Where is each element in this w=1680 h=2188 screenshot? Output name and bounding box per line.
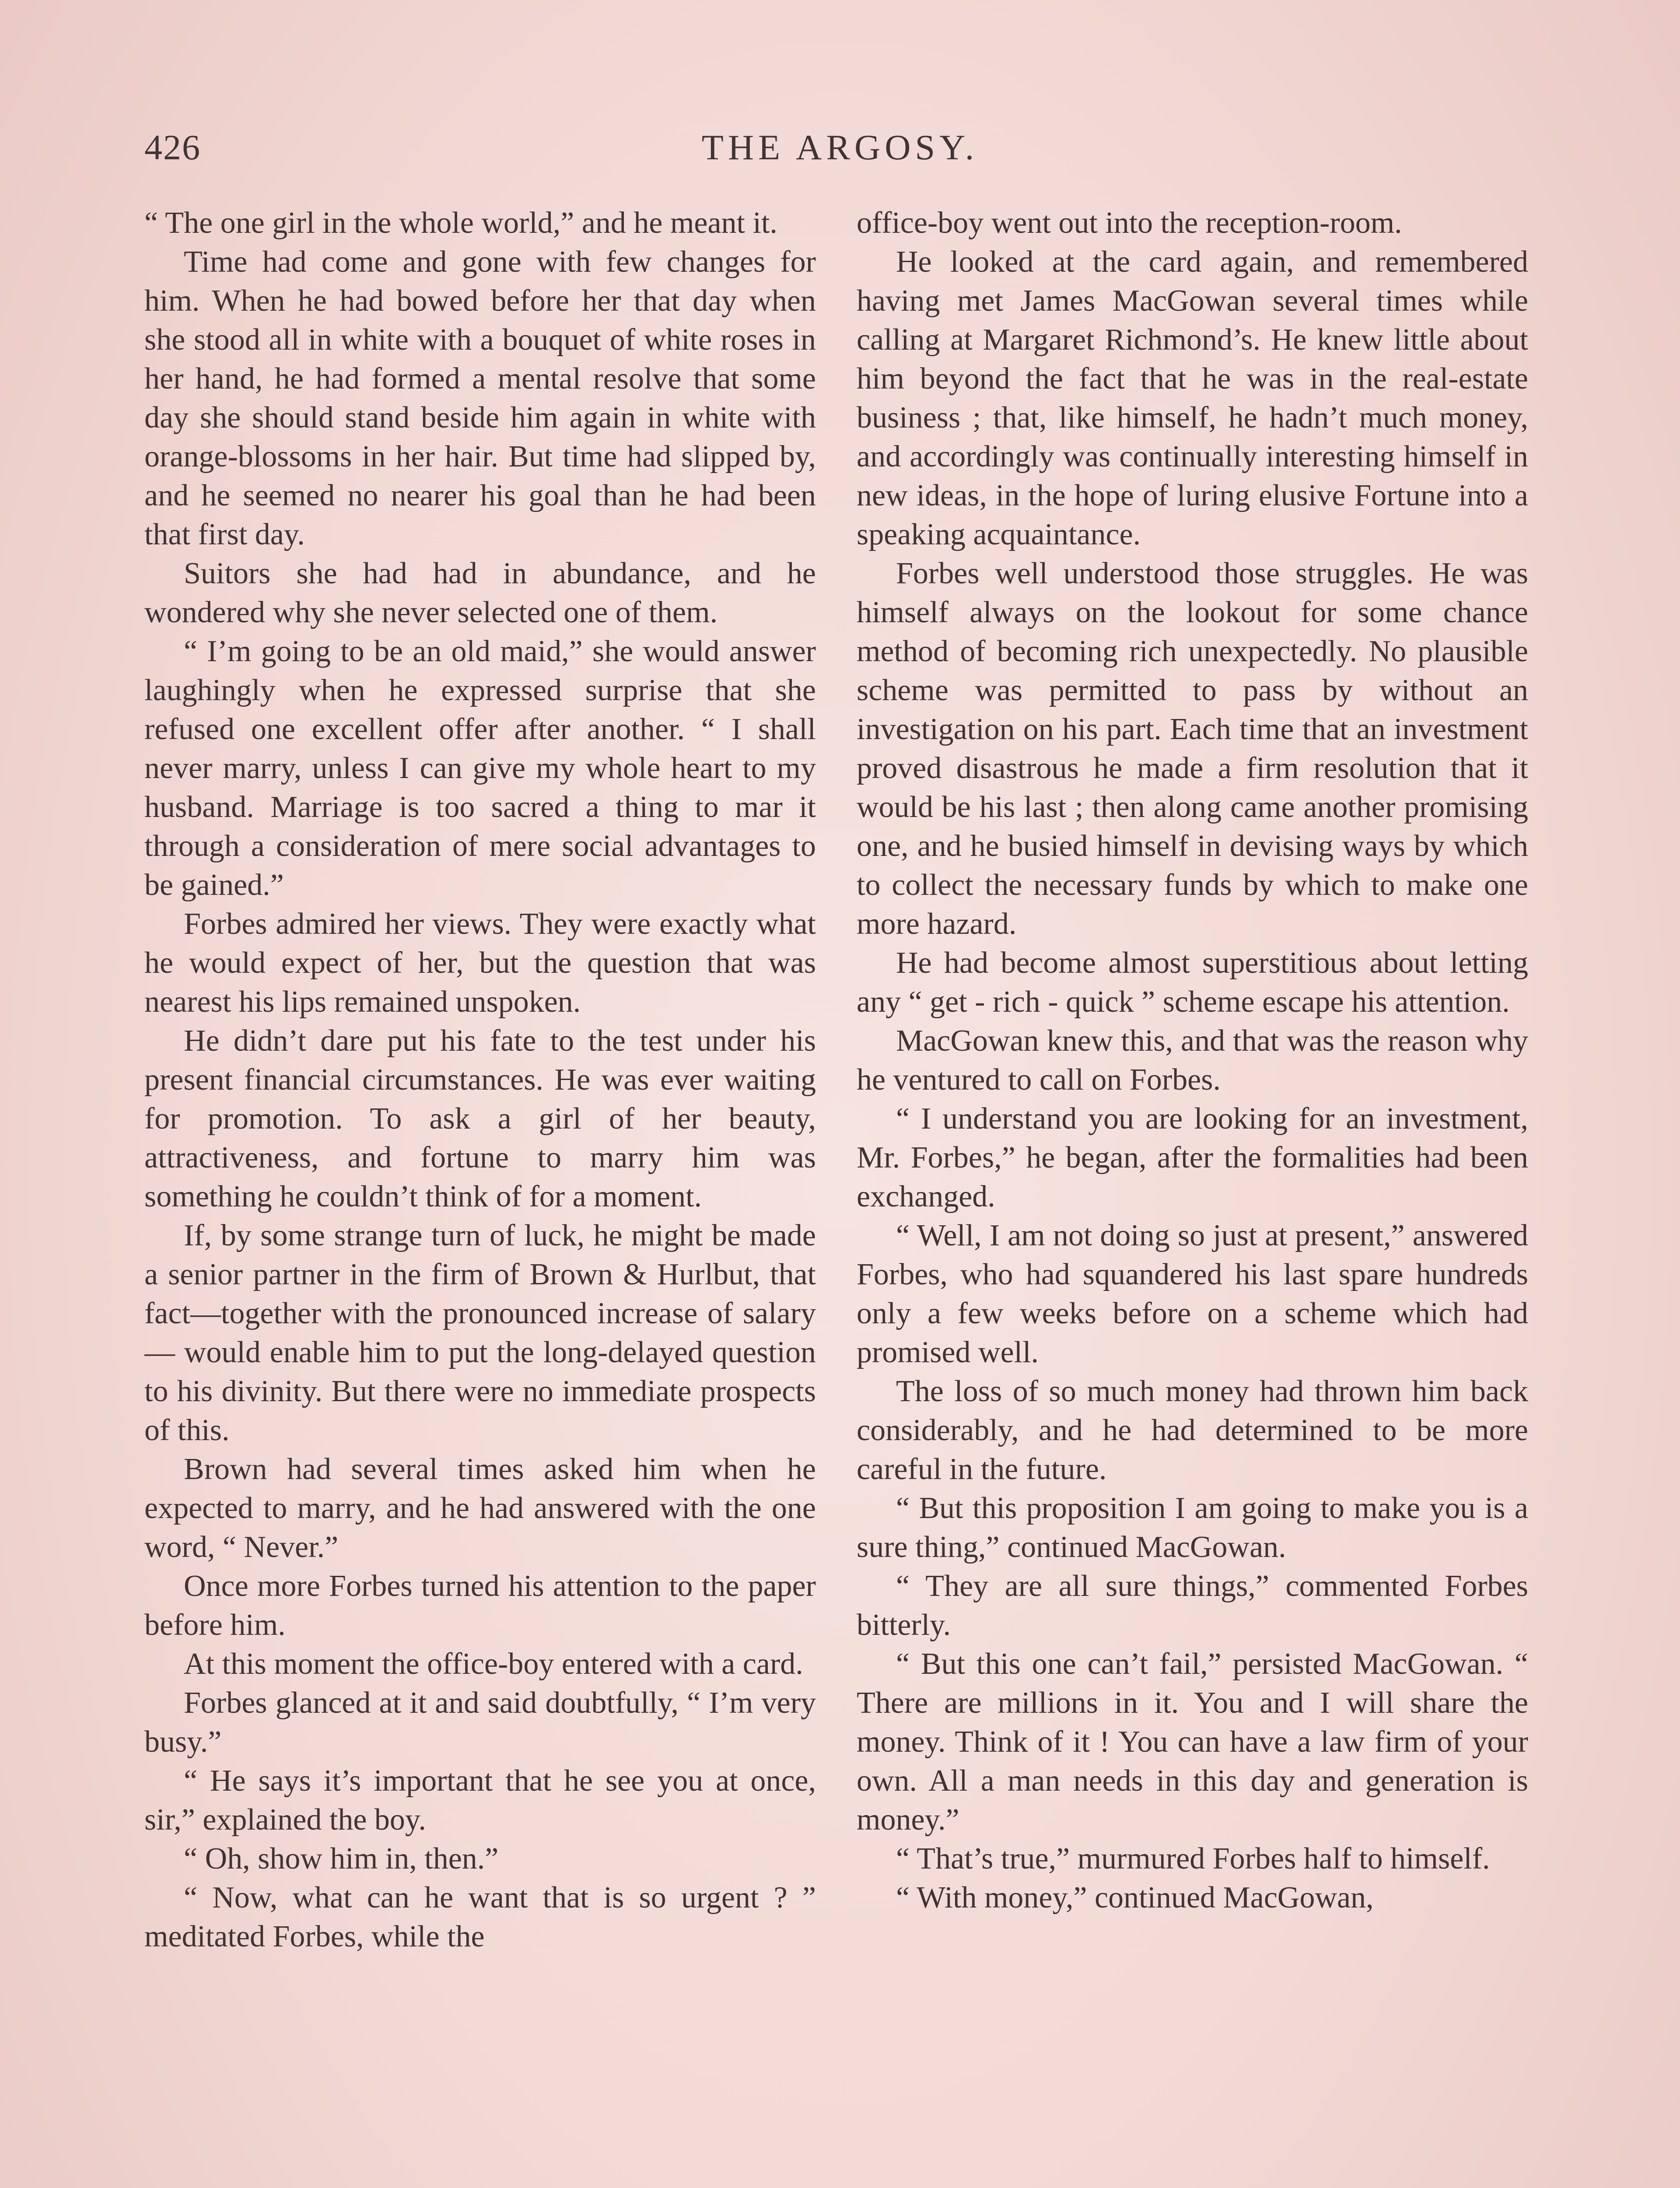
paragraph: MacGowan knew this, and that was the reason why he ventured to call on Forbes. xyxy=(857,1024,1528,1097)
page-number: 426 xyxy=(144,127,201,167)
paragraph: Forbes glanced at it and said doubtfully, “ I’m very busy.” xyxy=(144,1686,816,1759)
paragraph: The loss of so much money had thrown him back considerably, and he had determined to be more careful in the future. xyxy=(857,1375,1528,1486)
paragraph: Forbes admired her views. They were exactly what he would expect of her, but the question that was nearest his lips remained unspoken. xyxy=(144,907,816,1019)
paragraph: If, by some strange turn of luck, he might be made a senior partner in the firm of Brown & Hurlbut, that fact—together with the pronounced increase of salary — would enable him to put the long-delayed question to his divinity. But there were no immediate prospects of this. xyxy=(144,1219,816,1447)
paragraph: “ They are all sure things,” commented Forbes bitterly. xyxy=(857,1569,1528,1642)
page-header xyxy=(144,123,1536,179)
left-column xyxy=(144,203,816,2188)
paragraph: Once more Forbes turned his attention to the paper before him. xyxy=(144,1569,816,1642)
paragraph: Suitors she had had in abundance, and he wondered why she never selected one of them. xyxy=(144,557,816,629)
paragraph: “ He says it’s important that he see you at once, sir,” explained the boy. xyxy=(144,1764,816,1837)
paragraph: “ Well, I am not doing so just at present,” answered Forbes, who had squandered his last spare hundreds only a few weeks before on a scheme which had promised well. xyxy=(857,1219,1528,1369)
right-column xyxy=(857,203,1528,2188)
paragraph: Brown had several times asked him when he expected to marry, and he had answered with the one word, “ Never.” xyxy=(144,1452,816,1564)
paragraph: “ Oh, show him in, then.” xyxy=(184,1842,499,1876)
paragraph: “ Now, what can he want that is so urgent ? ” meditated Forbes, while the xyxy=(144,1881,816,1953)
paragraph: “ I’m going to be an old maid,” she would answer laughingly when he expressed surprise that she refused one excellent offer after another. “ I shall never marry, unless I can give my whole heart to my husband. Marriage is too sacred a thing to mar it through a consideration of mere social advantages to be gained.” xyxy=(144,635,816,902)
paragraph: “ With money,” continued MacGowan, xyxy=(896,1881,1374,1914)
paragraph: “ The one girl in the whole world,” and he meant it. xyxy=(144,206,777,240)
paragraph: He had become almost superstitious about letting any “ get - rich - quick ” scheme escape his attention. xyxy=(857,946,1528,1019)
paragraph: “ I understand you are looking for an investment, Mr. Forbes,” he began, after the formalities had been exchanged. xyxy=(857,1102,1528,1213)
running-title: THE ARGOSY. xyxy=(701,127,979,167)
paragraph: “ But this one can’t fail,” persisted MacGowan. “ There are millions in it. You and I will share the money. Think of it ! You can have a law firm of your own. All a man needs in this day and generation is money.” xyxy=(857,1647,1528,1837)
paragraph: At this moment the office-boy entered with a card. xyxy=(184,1647,803,1681)
paragraph: He looked at the card again, and remembered having met James MacGowan several times while calling at Margaret Richmond’s. He knew little about him beyond the fact that he was in the real-estate business ; that, like himself, he hadn’t much money, and accordingly was continually interesting himself in new ideas, in the hope of luring elusive Fortune into a speaking acquaintance. xyxy=(857,245,1528,551)
paragraph: Time had come and gone with few changes for him. When he had bowed before her that day when she stood all in white with a bouquet of white roses in her hand, he had formed a mental resolve that some day she should stand beside him again in white with orange-blossoms in her hair. But time had slipped by, and he seemed no nearer his goal than he had been that first day. xyxy=(144,245,816,551)
paragraph: Forbes well understood those struggles. He was himself always on the lookout for some chance method of becoming rich unexpectedly. No plausible scheme was permitted to pass by without an investigation on his part. Each time that an investment proved disastrous he made a firm resolution that it would be his last ; then along came another promising one, and he busied himself in devising ways by which to collect the necessary funds by which to make one more hazard. xyxy=(857,557,1528,941)
paragraph: office-boy went out into the reception-room. xyxy=(857,206,1402,240)
paragraph: He didn’t dare put his fate to the test under his present financial circumstances. He was ever waiting for promotion. To ask a girl of her beauty, attractiveness, and fortune to marry him was something he couldn’t think of for a moment. xyxy=(144,1024,816,1213)
paragraph: “ That’s true,” murmured Forbes half to himself. xyxy=(896,1842,1490,1876)
paragraph: “ But this proposition I am going to make you is a sure thing,” continued MacGowan. xyxy=(857,1491,1528,1564)
